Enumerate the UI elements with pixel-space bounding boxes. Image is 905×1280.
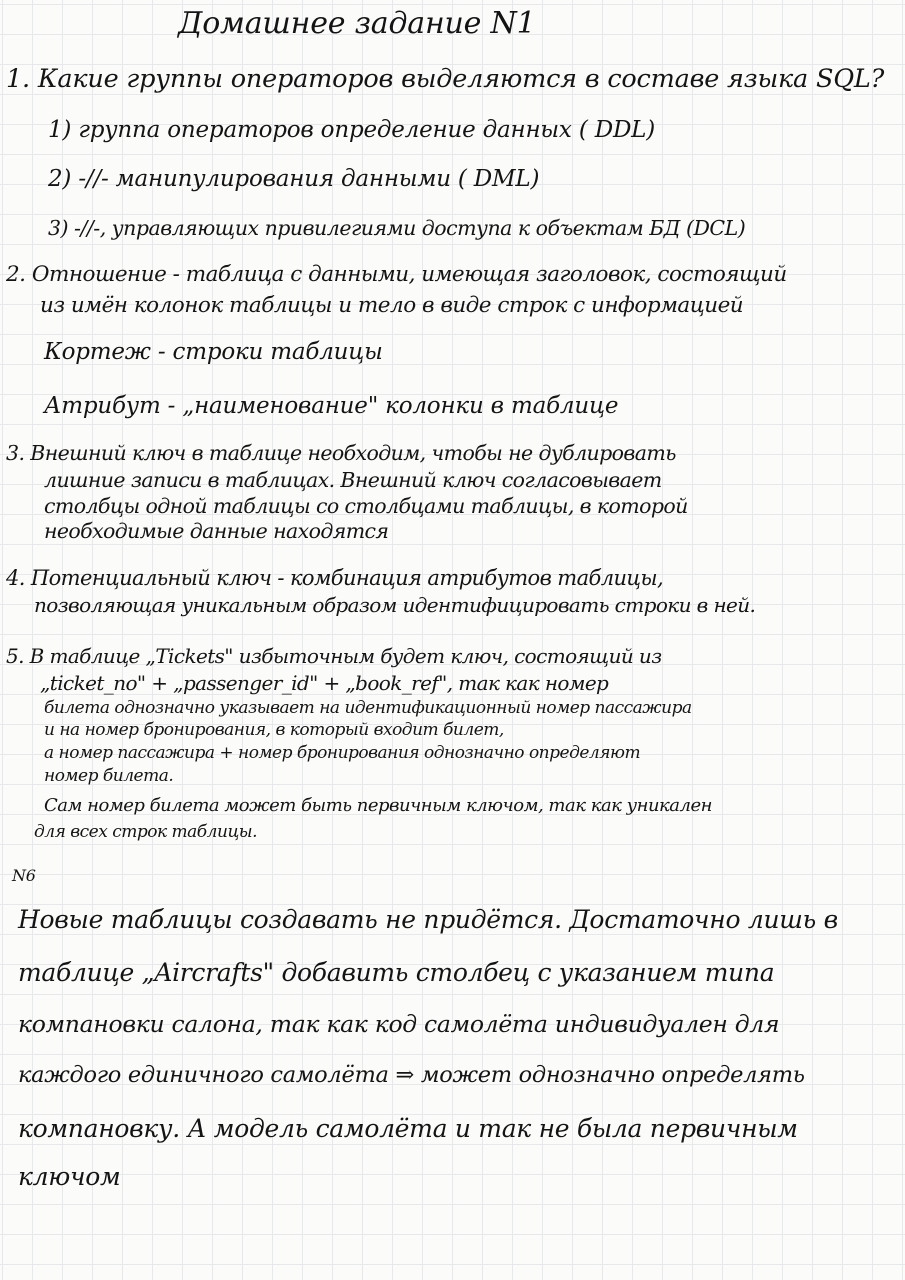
q6-label: N6 bbox=[12, 866, 36, 885]
q3-line-1: 3. Внешний ключ в таблице необходим, чтобы не дублировать bbox=[6, 441, 676, 465]
q1-item-2: 2) -//- манипулирования данными ( DML) bbox=[48, 166, 540, 192]
q3-line-4: необходимые данные находятся bbox=[44, 519, 389, 543]
q5-line-7: Сам номер билета может быть первичным ключом, так как уникален bbox=[44, 795, 712, 816]
q4-line-1: 4. Потенциальный ключ - комбинация атрибутов таблицы, bbox=[6, 566, 664, 590]
q6-line-4: каждого единичного самолёта ⇒ может однозначно определять bbox=[18, 1062, 805, 1088]
page-title: Домашнее задание N1 bbox=[178, 6, 536, 41]
q2-tuple: Кортеж - строки таблицы bbox=[44, 339, 383, 365]
q1-item-1: 1) группа операторов определение данных ( DDL) bbox=[48, 117, 656, 143]
q5-line-6: номер билета. bbox=[44, 766, 174, 786]
q2-line-1: 2. Отношение - таблица с данными, имеющая заголовок, состоящий bbox=[6, 262, 787, 287]
q5-line-4: и на номер бронирования, в который входит билет, bbox=[44, 720, 504, 740]
q6-line-3: компановки салона, так как код самолёта индивидуален для bbox=[18, 1010, 780, 1038]
q5-line-5: а номер пассажира + номер бронирования однозначно определяют bbox=[44, 743, 641, 763]
q2-attribute: Атрибут - „наименование" колонки в таблице bbox=[44, 393, 619, 419]
q6-line-5: компановку. А модель самолёта и так не была первичным bbox=[18, 1114, 798, 1143]
q3-line-3: столбцы одной таблицы со столбцами таблицы, в которой bbox=[44, 494, 688, 518]
q6-line-1: Новые таблицы создавать не придётся. Достаточно лишь в bbox=[18, 905, 838, 934]
q2-line-2: из имён колонок таблицы и тело в виде строк с информацией bbox=[40, 293, 744, 318]
q4-line-2: позволяющая уникальным образом идентифицировать строки в ней. bbox=[34, 593, 756, 617]
q5-line-3: билета однозначно указывает на идентификационный номер пассажира bbox=[44, 698, 692, 718]
q1-item-3: 3) -//-, управляющих привилегиями доступа к объектам БД (DCL) bbox=[48, 216, 746, 240]
q5-line-1: 5. В таблице „Tickets" избыточным будет ключ, состоящий из bbox=[6, 644, 662, 668]
q6-line-6: ключом bbox=[18, 1162, 121, 1191]
q5-line-8: для всех строк таблицы. bbox=[34, 822, 258, 842]
q3-line-2: лишние записи в таблицах. Внешний ключ согласовывает bbox=[44, 468, 662, 492]
q6-line-2: таблице „Aircrafts" добавить столбец с указанием типа bbox=[18, 958, 775, 987]
q1-question: 1. Какие группы операторов выделяются в составе языка SQL? bbox=[6, 64, 885, 94]
q5-line-2: „ticket_no" + „passenger_id" + „book_ref", так как номер bbox=[40, 671, 609, 695]
